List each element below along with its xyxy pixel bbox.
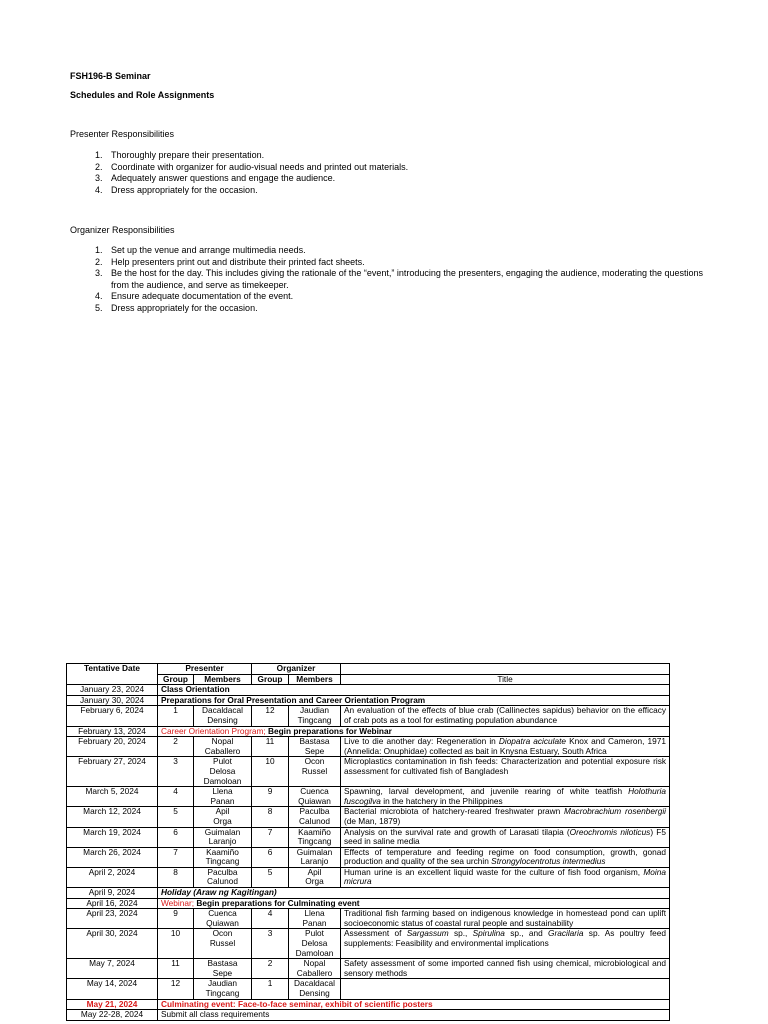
- cell-organizer-group: 7: [252, 827, 289, 847]
- organizer-item: 5. Dress appropriately for the occasion.: [105, 303, 705, 315]
- cell-organizer-group: 9: [252, 787, 289, 807]
- title-text-part: Spirulina: [472, 928, 505, 939]
- title-text-part: An evaluation of the effects of blue crab (Callinectes sapidus) behavior on the efficacy of crab pots as a tool for estimating population abundance: [344, 705, 666, 725]
- cell-organizer-group: 12: [252, 706, 289, 726]
- title-text-part: ) F5 seed in saline media: [344, 826, 666, 847]
- cell-date: February 6, 2024: [67, 706, 158, 726]
- title-text-part: Diopatra aciculate: [498, 736, 567, 747]
- cell-organizer-members: Llena Panan: [289, 909, 341, 929]
- table-row: [67, 726, 670, 737]
- cell-organizer-members: Dacaldacal Densing: [289, 979, 341, 999]
- cell-presenter-members: Bastasa Sepe: [194, 959, 252, 979]
- header-organizer-group: Group: [252, 674, 289, 685]
- cell-organizer-members: Guimalan Laranjo: [289, 847, 341, 867]
- cell-date: January 30, 2024: [67, 695, 158, 706]
- title-text-part: Moina micrura: [344, 866, 666, 887]
- cell-event: Culminating event: Face-to-face seminar, exhibit of scientific posters: [158, 999, 670, 1010]
- presenter-item: 4. Dress appropriately for the occasion.: [105, 185, 705, 197]
- cell-date: April 16, 2024: [67, 898, 158, 909]
- title-text-part: Traditional fish farming based on indigenous knowledge in homestead pond can uplift socioeconomic status of coastal rural people and sustainability: [344, 908, 666, 928]
- cell-presenter-members: Llena Panan: [194, 787, 252, 807]
- cell-date: April 9, 2024: [67, 888, 158, 899]
- cell-organizer-group: 10: [252, 757, 289, 787]
- cell-presenter-group: 10: [158, 929, 194, 959]
- cell-date: May 21, 2024: [67, 999, 158, 1010]
- cell-organizer-group: 2: [252, 959, 289, 979]
- title-text-part: Holothuria fuscogilva: [344, 786, 666, 806]
- table-row: [67, 929, 670, 959]
- table-row: [67, 695, 670, 706]
- cell-organizer-members: Paculba Calunod: [289, 807, 341, 827]
- title-text-part: sp.,: [448, 928, 473, 939]
- title-text-part: Microplastics contamination in fish feeds: Characterization and potential exposure risk assessment for cultivated fish of Bangladesh: [344, 756, 666, 776]
- header-date: Tentative Date: [67, 664, 158, 685]
- table-row: [67, 959, 670, 979]
- schedule-table: [66, 663, 670, 1021]
- cell-organizer-group: 8: [252, 807, 289, 827]
- cell-presenter-group: 7: [158, 847, 194, 867]
- cell-presenter-group: 5: [158, 807, 194, 827]
- table-row: [67, 979, 670, 999]
- table-row: [67, 685, 670, 696]
- cell-title: [341, 706, 670, 726]
- title-text-part: Gracilaria: [548, 928, 584, 939]
- organizer-item: 2. Help presenters print out and distribute their printed fact sheets.: [105, 257, 705, 269]
- cell-organizer-group: 11: [252, 737, 289, 757]
- cell-date: March 12, 2024: [67, 807, 158, 827]
- cell-presenter-members: Guimalan Laranjo: [194, 827, 252, 847]
- cell-title: [341, 847, 670, 867]
- organizer-item: 3. Be the host for the day. This includes giving the rationale of the “event,” introducing the presenters, engaging the audience, moderating the questions from the audience, and serve as timekeeper.: [105, 268, 705, 291]
- cell-presenter-group: 11: [158, 959, 194, 979]
- title-text-part: Macrobrachium rosenbergii: [564, 806, 667, 817]
- cell-date: February 20, 2024: [67, 737, 158, 757]
- organizer-heading: Organizer Responsibilities: [70, 225, 175, 235]
- title-text-part: Bacterial microbiota of hatchery-reared freshwater prawn: [344, 806, 565, 817]
- cell-date: April 2, 2024: [67, 867, 158, 887]
- title-text-part: (de Man, 1879): [344, 815, 401, 826]
- cell-presenter-group: 3: [158, 757, 194, 787]
- header-title: Title: [341, 674, 670, 685]
- table-row: [67, 757, 670, 787]
- cell-organizer-members: Apil Orga: [289, 867, 341, 887]
- cell-organizer-group: 1: [252, 979, 289, 999]
- cell-organizer-group: 4: [252, 909, 289, 929]
- cell-date: February 27, 2024: [67, 757, 158, 787]
- title-text-part: in the hatchery in the Philippines: [380, 795, 503, 806]
- cell-organizer-group: 3: [252, 929, 289, 959]
- cell-presenter-group: 2: [158, 737, 194, 757]
- cell-presenter-group: 9: [158, 909, 194, 929]
- cell-title: [341, 757, 670, 787]
- presenter-item: 2. Coordinate with organizer for audio-visual needs and printed out materials.: [105, 162, 705, 174]
- cell-date: May 14, 2024: [67, 979, 158, 999]
- organizer-item: 4. Ensure adequate documentation of the event.: [105, 291, 705, 303]
- cell-organizer-members: Nopal Caballero: [289, 959, 341, 979]
- cell-date: April 23, 2024: [67, 909, 158, 929]
- cell-date: March 5, 2024: [67, 787, 158, 807]
- cell-organizer-members: Bastasa Sepe: [289, 737, 341, 757]
- cell-title: [341, 979, 670, 999]
- event-text-part: Begin preparations for Webinar: [267, 725, 392, 736]
- cell-organizer-members: Cuenca Quiawan: [289, 787, 341, 807]
- header-presenter: Presenter: [158, 664, 252, 675]
- header-presenter-members: Members: [194, 674, 252, 685]
- organizer-list: [70, 245, 705, 315]
- title-text-part: Human urine is an excellent liquid waste for the culture of fish food organism,: [344, 866, 644, 877]
- cell-organizer-group: 5: [252, 867, 289, 887]
- title-text-part: Sargassum: [406, 928, 449, 939]
- title-text-part: sp. As poultry feed supplements: Feasibility and environmental implications: [344, 928, 667, 949]
- cell-presenter-members: Dacaldacal Densing: [194, 706, 252, 726]
- table-row: [67, 867, 670, 887]
- title-text-part: Assessment of: [344, 928, 407, 939]
- title-text-part: Live to die another day: Regeneration in: [344, 736, 499, 747]
- cell-presenter-members: Nopal Caballero: [194, 737, 252, 757]
- table-row: [67, 787, 670, 807]
- cell-title: [341, 807, 670, 827]
- header-organizer: Organizer: [252, 664, 341, 675]
- title-text-part: Safety assessment of some imported canned fish using chemical, microbiological and sensory methods: [344, 958, 666, 978]
- title-text-part: Analysis on the survival rate and growth of Larasati tilapia (: [344, 826, 570, 837]
- title-text-part: Oreochromis niloticus: [569, 826, 651, 837]
- table-row: [67, 999, 670, 1010]
- cell-presenter-members: Jaudian Tingcang: [194, 979, 252, 999]
- cell-date: January 23, 2024: [67, 685, 158, 696]
- cell-date: March 19, 2024: [67, 827, 158, 847]
- cell-date: May 7, 2024: [67, 959, 158, 979]
- title-text-part: Spawning, larval development, and juvenile rearing of white teatfish: [344, 786, 629, 797]
- cell-organizer-members: Ocon Russel: [289, 757, 341, 787]
- cell-organizer-members: Kaamiño Tingcang: [289, 827, 341, 847]
- table-row: [67, 888, 670, 899]
- document-subtitle: Schedules and Role Assignments: [70, 90, 215, 100]
- cell-organizer-group: 6: [252, 847, 289, 867]
- cell-event: Preparations for Oral Presentation and Career Orientation Program: [158, 695, 670, 706]
- cell-date: March 26, 2024: [67, 847, 158, 867]
- event-text-part: Webinar;: [161, 897, 197, 908]
- header-organizer-members: Members: [289, 674, 341, 685]
- cell-presenter-members: Apil Orga: [194, 807, 252, 827]
- cell-event: [158, 898, 670, 909]
- table-row: [67, 847, 670, 867]
- cell-event: Holiday (Araw ng Kagitingan): [158, 888, 670, 899]
- document-title: FSH196-B Seminar: [70, 71, 151, 81]
- cell-title: [341, 737, 670, 757]
- header-blank: [341, 664, 670, 675]
- schedule-body: [67, 685, 670, 1021]
- event-text-part: Begin preparations for Culminating event: [196, 897, 360, 908]
- table-row: [67, 909, 670, 929]
- cell-event: Class Orientation: [158, 685, 670, 696]
- cell-organizer-members: Pulot Delosa Damoloan: [289, 929, 341, 959]
- cell-title: [341, 827, 670, 847]
- presenter-list: [70, 150, 705, 196]
- presenter-heading: Presenter Responsibilities: [70, 129, 175, 139]
- cell-presenter-members: Pulot Delosa Damoloan: [194, 757, 252, 787]
- cell-presenter-group: 8: [158, 867, 194, 887]
- organizer-item: 1. Set up the venue and arrange multimedia needs.: [105, 245, 705, 257]
- cell-date: May 22-28, 2024: [67, 1010, 158, 1021]
- cell-date: April 30, 2024: [67, 929, 158, 959]
- title-text-part: Effects of temperature and feeding regime on food consumption, growth, gonad production and quality of the sea urchin: [344, 846, 666, 867]
- cell-presenter-group: 1: [158, 706, 194, 726]
- table-row: [67, 737, 670, 757]
- header-presenter-group: Group: [158, 674, 194, 685]
- title-text-part: Knox and Cameron, 1971 (Annelida: Onuphidae) collected as bait in Knysna Estuary, South Africa: [344, 736, 666, 756]
- cell-presenter-members: Kaamiño Tingcang: [194, 847, 252, 867]
- table-header-row: [67, 664, 670, 675]
- cell-organizer-members: Jaudian Tingcang: [289, 706, 341, 726]
- cell-event: [158, 726, 670, 737]
- cell-presenter-group: 4: [158, 787, 194, 807]
- table-row: [67, 807, 670, 827]
- cell-presenter-group: 6: [158, 827, 194, 847]
- title-text-part: sp., and: [504, 928, 548, 939]
- table-row: [67, 1010, 670, 1021]
- presenter-item: 3. Adequately answer questions and engage the audience.: [105, 173, 705, 185]
- table-subheader-row: [67, 674, 670, 685]
- title-text-part: Strongylocentrotus intermedius: [491, 856, 606, 867]
- cell-title: [341, 787, 670, 807]
- cell-event: Submit all class requirements: [158, 1010, 670, 1021]
- cell-title: [341, 959, 670, 979]
- cell-title: [341, 867, 670, 887]
- table-row: [67, 706, 670, 726]
- cell-presenter-group: 12: [158, 979, 194, 999]
- cell-title: [341, 909, 670, 929]
- table-row: [67, 898, 670, 909]
- cell-date: February 13, 2024: [67, 726, 158, 737]
- cell-title: [341, 929, 670, 959]
- cell-presenter-members: Ocon Russel: [194, 929, 252, 959]
- cell-presenter-members: Cuenca Quiawan: [194, 909, 252, 929]
- event-text-part: Career Orientation Program;: [161, 725, 268, 736]
- table-row: [67, 827, 670, 847]
- cell-presenter-members: Paculba Calunod: [194, 867, 252, 887]
- presenter-item: 1. Thoroughly prepare their presentation.: [105, 150, 705, 162]
